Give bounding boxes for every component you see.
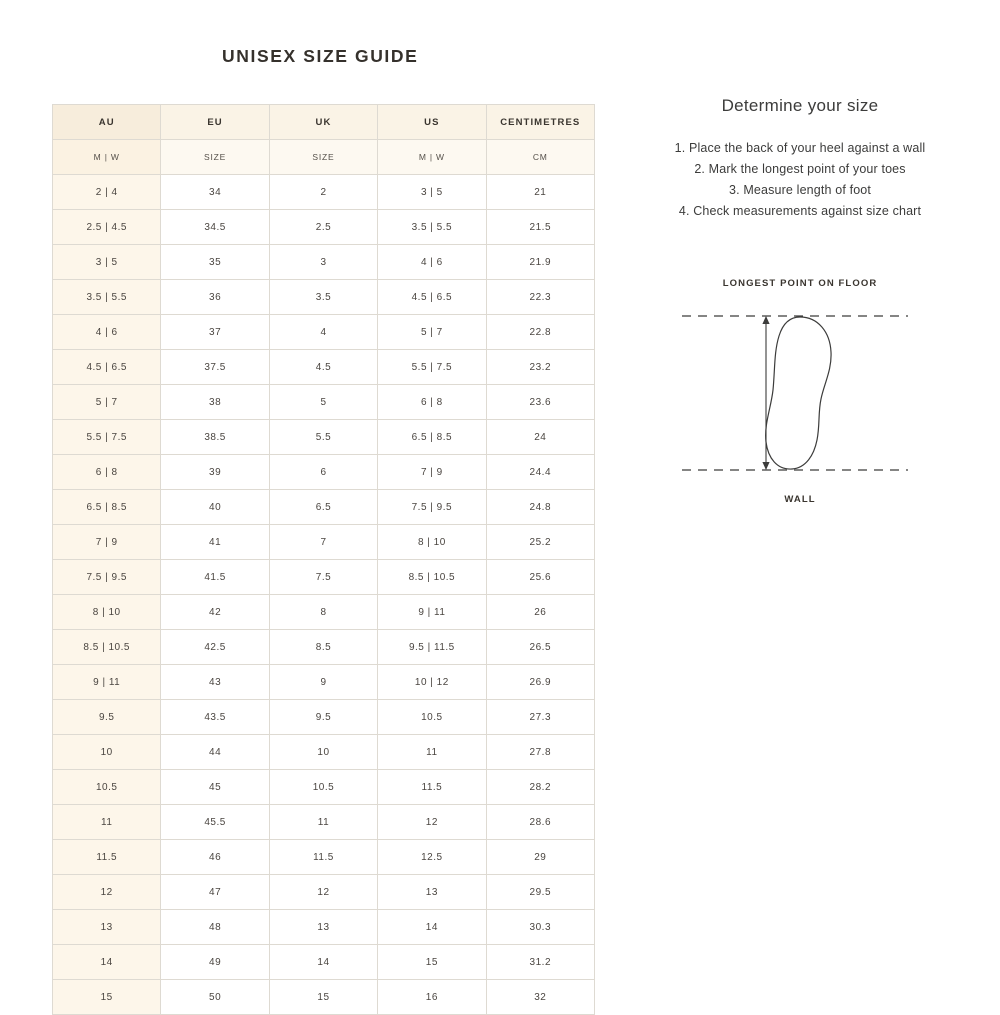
table-body bbox=[53, 140, 595, 1015]
cell-au: 9.5 bbox=[53, 700, 161, 735]
cell-cm: 29 bbox=[486, 840, 594, 875]
cell-uk: 12 bbox=[269, 875, 377, 910]
cell-eu: 41 bbox=[161, 525, 269, 560]
cell-uk: 7.5 bbox=[269, 560, 377, 595]
measurement-step: 3. Measure length of foot bbox=[728, 183, 872, 197]
cell-us: 8 | 10 bbox=[378, 525, 486, 560]
cell-au: 3.5 | 5.5 bbox=[53, 280, 161, 315]
cell-eu: 35 bbox=[161, 245, 269, 280]
cell-us: 11 bbox=[378, 735, 486, 770]
cell-us: 6 | 8 bbox=[378, 385, 486, 420]
table-row bbox=[53, 735, 595, 770]
cell-cm: 26 bbox=[486, 595, 594, 630]
cell-uk: 2 bbox=[269, 175, 377, 210]
table-row bbox=[53, 315, 595, 350]
cell-uk: 2.5 bbox=[269, 210, 377, 245]
cell-us: 4.5 | 6.5 bbox=[378, 280, 486, 315]
column-header-centimetres: CENTIMETRES bbox=[486, 105, 594, 140]
cell-uk: 6.5 bbox=[269, 490, 377, 525]
cell-us: 4 | 6 bbox=[378, 245, 486, 280]
cell-cm: 22.3 bbox=[486, 280, 594, 315]
cell-uk: 8.5 bbox=[269, 630, 377, 665]
cell-uk: 7 bbox=[269, 525, 377, 560]
cell-us: 12 bbox=[378, 805, 486, 840]
cell-uk: 14 bbox=[269, 945, 377, 980]
cell-uk: 9.5 bbox=[269, 700, 377, 735]
cell-cm: 25.6 bbox=[486, 560, 594, 595]
table-row bbox=[53, 350, 595, 385]
column-header-uk: UK bbox=[269, 105, 377, 140]
arrow-head-top bbox=[762, 316, 769, 324]
cell-cm: 28.6 bbox=[486, 805, 594, 840]
cell-uk: 9 bbox=[269, 665, 377, 700]
cell-cm: 29.5 bbox=[486, 875, 594, 910]
cell-eu: 47 bbox=[161, 875, 269, 910]
cell-eu: 39 bbox=[161, 455, 269, 490]
cell-eu: 34 bbox=[161, 175, 269, 210]
cell-cm: 23.2 bbox=[486, 350, 594, 385]
cell-us: 9 | 11 bbox=[378, 595, 486, 630]
cell-cm: 21 bbox=[486, 175, 594, 210]
table-row bbox=[53, 665, 595, 700]
cell-au: 2.5 | 4.5 bbox=[53, 210, 161, 245]
cell-eu: 37.5 bbox=[161, 350, 269, 385]
table-row bbox=[53, 630, 595, 665]
cell-uk: 4 bbox=[269, 315, 377, 350]
cell-au: 13 bbox=[53, 910, 161, 945]
diagram-label-wall: WALL bbox=[784, 494, 816, 505]
table-row bbox=[53, 455, 595, 490]
table-row bbox=[53, 980, 595, 1015]
table-row bbox=[53, 385, 595, 420]
subheader-uk: SIZE bbox=[269, 140, 377, 175]
cell-cm: 21.5 bbox=[486, 210, 594, 245]
column-header-us: US bbox=[378, 105, 486, 140]
table-row bbox=[53, 560, 595, 595]
cell-eu: 36 bbox=[161, 280, 269, 315]
cell-au: 5.5 | 7.5 bbox=[53, 420, 161, 455]
cell-cm: 32 bbox=[486, 980, 594, 1015]
subheader-us: M | W bbox=[378, 140, 486, 175]
cell-eu: 42.5 bbox=[161, 630, 269, 665]
subheader-au: M | W bbox=[53, 140, 161, 175]
cell-us: 10 | 12 bbox=[378, 665, 486, 700]
table-row bbox=[53, 420, 595, 455]
cell-us: 5.5 | 7.5 bbox=[378, 350, 486, 385]
measurement-steps-list bbox=[640, 138, 960, 222]
cell-cm: 26.9 bbox=[486, 665, 594, 700]
cell-au: 14 bbox=[53, 945, 161, 980]
cell-us: 13 bbox=[378, 875, 486, 910]
cell-eu: 45.5 bbox=[161, 805, 269, 840]
cell-au: 7 | 9 bbox=[53, 525, 161, 560]
page-title: UNISEX SIZE GUIDE bbox=[222, 46, 419, 66]
cell-us: 7 | 9 bbox=[378, 455, 486, 490]
cell-us: 14 bbox=[378, 910, 486, 945]
cell-eu: 38 bbox=[161, 385, 269, 420]
cell-au: 12 bbox=[53, 875, 161, 910]
cell-us: 10.5 bbox=[378, 700, 486, 735]
table-row bbox=[53, 595, 595, 630]
measurement-step: 2. Mark the longest point of your toes bbox=[694, 162, 906, 176]
cell-eu: 50 bbox=[161, 980, 269, 1015]
cell-au: 4 | 6 bbox=[53, 315, 161, 350]
table-row bbox=[53, 280, 595, 315]
determine-size-heading: Determine your size bbox=[721, 96, 879, 115]
table-row bbox=[53, 210, 595, 245]
cell-au: 3 | 5 bbox=[53, 245, 161, 280]
cell-eu: 46 bbox=[161, 840, 269, 875]
table-row bbox=[53, 875, 595, 910]
table-row bbox=[53, 805, 595, 840]
table-row bbox=[53, 840, 595, 875]
cell-us: 5 | 7 bbox=[378, 315, 486, 350]
cell-uk: 3 bbox=[269, 245, 377, 280]
cell-uk: 3.5 bbox=[269, 280, 377, 315]
diagram-label-longest-point: LONGEST POINT ON FLOOR bbox=[722, 278, 878, 289]
cell-cm: 24 bbox=[486, 420, 594, 455]
cell-au: 4.5 | 6.5 bbox=[53, 350, 161, 385]
cell-au: 8.5 | 10.5 bbox=[53, 630, 161, 665]
cell-eu: 41.5 bbox=[161, 560, 269, 595]
arrow-head-bottom bbox=[762, 462, 769, 470]
table-row bbox=[53, 700, 595, 735]
column-header-eu: EU bbox=[161, 105, 269, 140]
cell-au: 11 bbox=[53, 805, 161, 840]
cell-cm: 21.9 bbox=[486, 245, 594, 280]
cell-us: 3 | 5 bbox=[378, 175, 486, 210]
table-row bbox=[53, 490, 595, 525]
cell-eu: 40 bbox=[161, 490, 269, 525]
cell-us: 7.5 | 9.5 bbox=[378, 490, 486, 525]
table-row bbox=[53, 770, 595, 805]
cell-au: 9 | 11 bbox=[53, 665, 161, 700]
cell-us: 9.5 | 11.5 bbox=[378, 630, 486, 665]
determine-size-panel bbox=[640, 96, 960, 222]
measurement-step: 1. Place the back of your heel against a wall bbox=[674, 141, 926, 155]
cell-au: 11.5 bbox=[53, 840, 161, 875]
cell-au: 8 | 10 bbox=[53, 595, 161, 630]
cell-cm: 31.2 bbox=[486, 945, 594, 980]
cell-cm: 28.2 bbox=[486, 770, 594, 805]
cell-us: 3.5 | 5.5 bbox=[378, 210, 486, 245]
cell-au: 15 bbox=[53, 980, 161, 1015]
cell-eu: 37 bbox=[161, 315, 269, 350]
cell-au: 10 bbox=[53, 735, 161, 770]
cell-us: 8.5 | 10.5 bbox=[378, 560, 486, 595]
cell-us: 6.5 | 8.5 bbox=[378, 420, 486, 455]
cell-uk: 5 bbox=[269, 385, 377, 420]
table-header-row bbox=[53, 105, 595, 140]
measurement-step: 4. Check measurements against size chart bbox=[678, 204, 922, 218]
table-row bbox=[53, 525, 595, 560]
cell-cm: 27.3 bbox=[486, 700, 594, 735]
cell-eu: 49 bbox=[161, 945, 269, 980]
cell-eu: 34.5 bbox=[161, 210, 269, 245]
table-subheader-row bbox=[53, 140, 595, 175]
cell-us: 16 bbox=[378, 980, 486, 1015]
cell-au: 7.5 | 9.5 bbox=[53, 560, 161, 595]
cell-cm: 24.8 bbox=[486, 490, 594, 525]
cell-uk: 10.5 bbox=[269, 770, 377, 805]
subheader-eu: SIZE bbox=[161, 140, 269, 175]
foot-measurement-diagram bbox=[640, 278, 960, 518]
column-header-au: AU bbox=[53, 105, 161, 140]
foot-outline-svg bbox=[640, 300, 960, 490]
cell-cm: 27.8 bbox=[486, 735, 594, 770]
cell-uk: 5.5 bbox=[269, 420, 377, 455]
cell-eu: 42 bbox=[161, 595, 269, 630]
cell-au: 6.5 | 8.5 bbox=[53, 490, 161, 525]
cell-eu: 38.5 bbox=[161, 420, 269, 455]
cell-cm: 23.6 bbox=[486, 385, 594, 420]
cell-cm: 26.5 bbox=[486, 630, 594, 665]
cell-cm: 25.2 bbox=[486, 525, 594, 560]
table-row bbox=[53, 910, 595, 945]
cell-cm: 24.4 bbox=[486, 455, 594, 490]
size-chart-container bbox=[52, 104, 595, 1015]
cell-uk: 4.5 bbox=[269, 350, 377, 385]
cell-uk: 13 bbox=[269, 910, 377, 945]
cell-eu: 43 bbox=[161, 665, 269, 700]
cell-uk: 6 bbox=[269, 455, 377, 490]
cell-au: 5 | 7 bbox=[53, 385, 161, 420]
cell-cm: 22.8 bbox=[486, 315, 594, 350]
cell-eu: 43.5 bbox=[161, 700, 269, 735]
cell-uk: 11 bbox=[269, 805, 377, 840]
cell-us: 11.5 bbox=[378, 770, 486, 805]
table-row bbox=[53, 945, 595, 980]
cell-uk: 15 bbox=[269, 980, 377, 1015]
foot-outline-path bbox=[766, 317, 831, 469]
cell-eu: 45 bbox=[161, 770, 269, 805]
cell-eu: 44 bbox=[161, 735, 269, 770]
cell-uk: 10 bbox=[269, 735, 377, 770]
subheader-cm: CM bbox=[486, 140, 594, 175]
table-row bbox=[53, 245, 595, 280]
cell-au: 10.5 bbox=[53, 770, 161, 805]
cell-cm: 30.3 bbox=[486, 910, 594, 945]
table-row bbox=[53, 175, 595, 210]
cell-us: 12.5 bbox=[378, 840, 486, 875]
cell-au: 2 | 4 bbox=[53, 175, 161, 210]
cell-au: 6 | 8 bbox=[53, 455, 161, 490]
cell-us: 15 bbox=[378, 945, 486, 980]
cell-uk: 11.5 bbox=[269, 840, 377, 875]
table-head bbox=[53, 105, 595, 140]
size-chart-table bbox=[52, 104, 595, 1015]
cell-uk: 8 bbox=[269, 595, 377, 630]
cell-eu: 48 bbox=[161, 910, 269, 945]
